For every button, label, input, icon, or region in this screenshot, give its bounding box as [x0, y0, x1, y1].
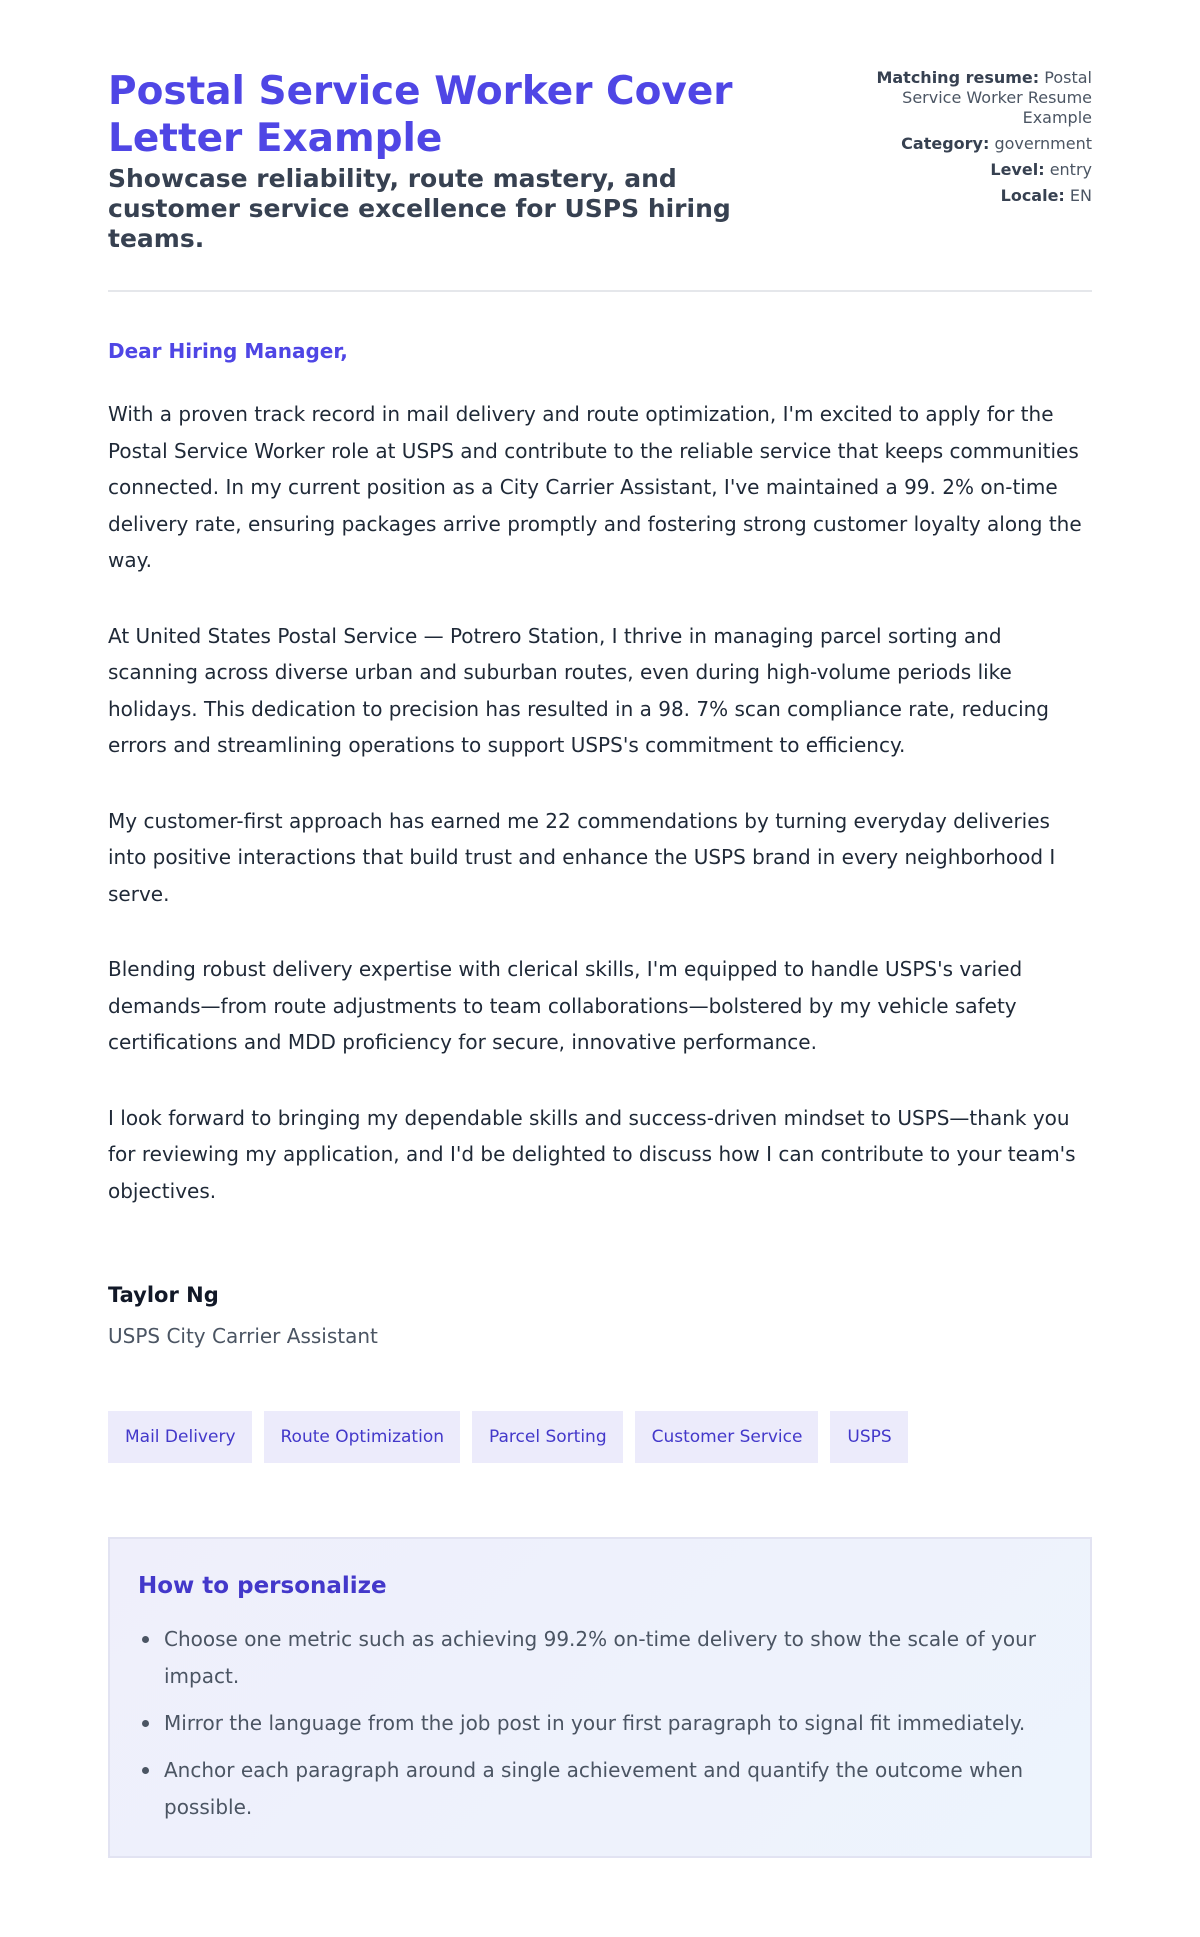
- meta-info: [842, 68, 1092, 212]
- page-title: Postal Service Worker Cover Letter Example: [108, 69, 733, 161]
- bullet-icon: [142, 1720, 149, 1727]
- greeting: Dear Hiring Manager,: [108, 339, 348, 363]
- personalize-panel: [108, 1537, 1092, 1858]
- meta-label: Level:: [990, 160, 1045, 179]
- tip-text: Mirror the language from the job post in your first paragraph to signal fit immediately.: [164, 1711, 1026, 1735]
- signature-name: Taylor Ng: [108, 1283, 219, 1307]
- bullet-icon: [142, 1636, 149, 1643]
- skill-tags: [108, 1411, 1092, 1463]
- header-titles: [108, 68, 758, 254]
- page-header: [108, 68, 1092, 292]
- tag-usps: USPS: [830, 1411, 907, 1463]
- meta-value: entry: [1049, 160, 1092, 179]
- meta-value: government: [994, 134, 1092, 153]
- signature-title: USPS City Carrier Assistant: [108, 1324, 378, 1348]
- meta-label: Category:: [901, 134, 990, 153]
- tip-item: [138, 1705, 1062, 1742]
- tag-parcel-sorting: Parcel Sorting: [472, 1411, 623, 1463]
- meta-category: [842, 134, 1092, 154]
- tag-customer-service: Customer Service: [635, 1411, 819, 1463]
- letter-paragraph: Blending robust delivery expertise with clerical skills, I'm equipped to handle USPS's varied demands—from route adjustments to team collaborations—bolstered by my vehicle safety certifications and MDD proficiency for secure, innovative performance.: [108, 957, 1023, 1054]
- bullet-icon: [142, 1767, 149, 1774]
- letter-paragraph: My customer-first approach has earned me 22 commendations by turning everyday deliveries into positive interactions that build trust and enhance the USPS brand in every neighborhood I serve.: [108, 808, 1056, 906]
- tip-text: Choose one metric such as achieving 99.2% on-time delivery to show the scale of your impact.: [164, 1627, 1036, 1688]
- meta-locale: [842, 186, 1092, 206]
- letter-paragraph: At United States Postal Service — Potrero Station, I thrive in managing parcel sorting and scanning across diverse urban and suburban routes, even during high-volume periods like holidays. This dedication to precision has resulted in a 98. 7% scan compliance rate, reducing errors and streamlining operations to support USPS's commitment to efficiency.: [108, 623, 1050, 757]
- signature: [108, 1281, 1092, 1349]
- tag-route-optimization: Route Optimization: [264, 1411, 461, 1463]
- tips-list: [138, 1621, 1062, 1826]
- page-subtitle: Showcase reliability, route mastery, and customer service excellence for USPS hiring teams.: [108, 164, 731, 253]
- cover-letter-page: [108, 0, 1092, 1924]
- tip-text: Anchor each paragraph around a single achievement and quantify the outcome when possible.: [164, 1758, 1024, 1819]
- meta-label: Locale:: [1000, 186, 1065, 205]
- tip-item: [138, 1752, 1062, 1826]
- letter-paragraph: With a proven track record in mail delivery and route optimization, I'm excited to apply for the Postal Service Worker role at USPS and contribute to the reliable service that keeps communities connected. In my current position as a City Carrier Assistant, I've maintained a 99. 2% on-time delivery rate, ensuring packages arrive promptly and fostering strong customer loyalty along the way.: [108, 402, 1082, 572]
- tag-mail-delivery: Mail Delivery: [108, 1411, 252, 1463]
- meta-value: EN: [1069, 186, 1092, 205]
- meta-level: [842, 160, 1092, 180]
- letter-paragraph: I look forward to bringing my dependable skills and success-driven mindset to USPS—thank you for reviewing my application, and I'd be delighted to discuss how I can contribute to your team's objectives.: [108, 1105, 1076, 1203]
- letter-body: [108, 292, 1092, 1209]
- panel-title: How to personalize: [138, 1573, 387, 1599]
- meta-label: Matching resume:: [876, 68, 1040, 87]
- meta-matching-resume: [842, 68, 1092, 128]
- tip-item: [138, 1621, 1062, 1695]
- meta-value: Postal Service Worker Resume Example: [902, 68, 1092, 127]
